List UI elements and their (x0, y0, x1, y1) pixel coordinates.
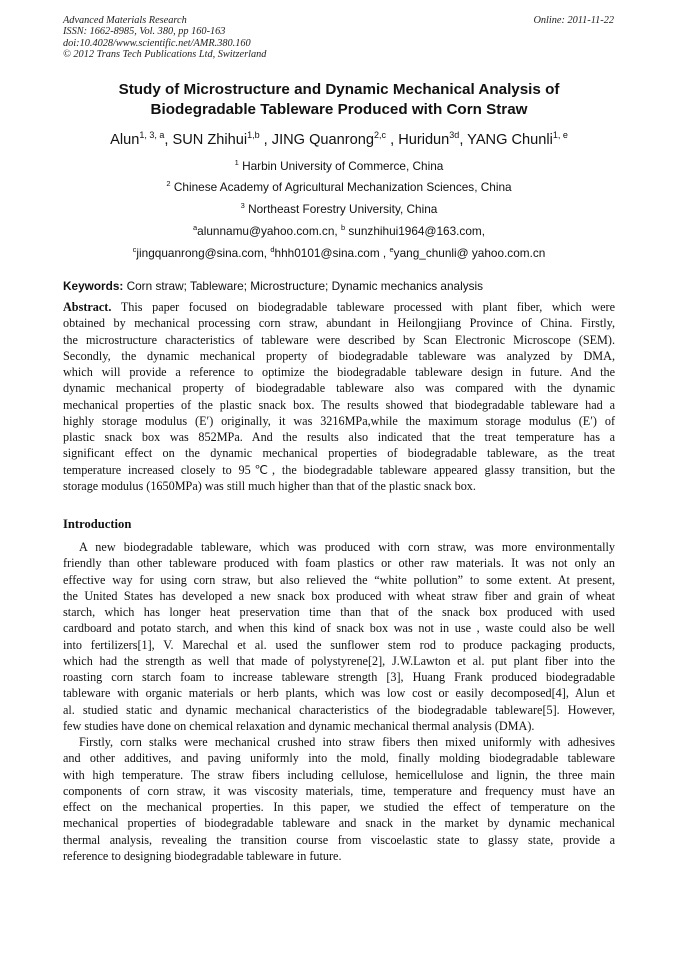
introduction-body (63, 539, 615, 864)
journal-meta (63, 15, 266, 60)
abstract-line: Secondly, the dynamic mechanical property of biodegradable tableware was analyzed by DMA, (63, 348, 615, 363)
email-b: sunzhihui1964@163.com, (348, 224, 485, 238)
intro-line: effective way for using corn straw, but also relieved the “white pollution” to some extent. At present, (63, 572, 615, 587)
paper-title (63, 80, 615, 119)
copyright: © 2012 Trans Tech Publications Ltd, Switzerland (63, 48, 267, 60)
affiliation-text: Chinese Academy of Agricultural Mechanization Sciences, China (173, 180, 512, 194)
affiliation-sup: 3 (240, 201, 245, 210)
intro-line: roasting corn starch foam to increase tableware strength [3], Huang Frank produced biodegradable (63, 670, 615, 684)
intro-line: friendly than other tableware produced with foam plastics or other raw materials. It was not only an (63, 556, 615, 571)
intro-line: which had the strength as well that made of polystyrene[2], J.W.Lawton et al. put plant fiber into the (63, 653, 615, 668)
abstract-line: obtained by mechanical processing corn straw, abundant in Heilongjiang Province of China. Firstly, (63, 316, 615, 331)
author-name: SUN Zhihui (172, 132, 248, 148)
affiliation-sup: 2 (166, 179, 171, 188)
author-sup: 1,b (247, 130, 260, 140)
abstract-line: Abstract. This paper focused on biodegradable tableware processed with plant fiber, which were (63, 300, 615, 314)
affiliation-2 (63, 180, 615, 194)
abstract-line: mechanical properties of the plastic snack box. The results showed that biodegradable tableware had a (63, 397, 615, 412)
abstract (63, 299, 615, 494)
abstract-line: highly storage modulus (E′) originally, it was 3216MPa,while the maximum storage modulus (E′) of (63, 413, 615, 428)
keywords-text: Corn straw; Tableware; Microstructure; Dynamic mechanics analysis (126, 279, 484, 293)
keywords (63, 279, 483, 293)
abstract-line: storage modulus (1650MPa) was still much higher than that of the plastic snack box. (63, 478, 476, 493)
affiliation-sup: 1 (234, 158, 239, 167)
email-sup: a (192, 223, 198, 232)
author-sup: 3d (449, 130, 460, 140)
online-date: Online: 2011-11-22 (533, 15, 614, 26)
intro-line: and other additives, and paving uniformly into the mold, finally molding biodegradable tableware (63, 751, 615, 766)
intro-line: A new biodegradable tableware, which was produced with corn straw, was more environmentally (79, 540, 615, 554)
email-line-1 (63, 224, 615, 238)
intro-line: reference to designing biodegradable tableware in future. (63, 848, 342, 863)
email-a: alunnamu@yahoo.com.cn, (197, 224, 338, 238)
intro-line: cardboard and potato starch, and when this kind of snack box was not in use , waste could also be well (63, 621, 615, 636)
email-sup: b (340, 223, 346, 232)
introduction-heading: Introduction (63, 517, 132, 531)
keywords-label: Keywords: (63, 279, 124, 293)
intro-line: mechanical properties of biodegradable tableware and snack in the market by dynamic mechanical (63, 816, 615, 831)
intro-line: with high temperature. The straw fibers including cellulose, hemicellulose and lignin, the three main (63, 767, 615, 782)
abstract-line: temperature increased closely to 95℃, the biodegradable tableware appeared glassy transition, but the (63, 462, 615, 477)
author-list: Alun$^{1, 3, a}$, SUN Zhihui$^{1,b}$ , JING Quanrong$^{2,c}$ , Huridun$^{3d}$, YANG Chunli$^{1, e}$ (110, 130, 568, 148)
author-name: Huridun (398, 132, 450, 148)
email-d: hhh0101@sina.com , (274, 246, 387, 260)
journal-name: Advanced Materials Research (63, 15, 187, 26)
issn: ISSN: 1662-8985, Vol. 380, pp 160-163 (63, 26, 226, 38)
abstract-line: dynamic mechanical property of biodegradable tableware also was compared with the dynamic (63, 381, 615, 396)
author-name: YANG Chunli (467, 132, 553, 148)
intro-line: tableware with organic materials or herb plants, which was low cost or easily decomposed[4], Alun et (63, 686, 615, 701)
intro-line: thermal analysis, revealing the transition course from viscoelastic state to glassy state, provide a (63, 832, 615, 847)
email-e: yang_chunli@ yahoo.com.cn (393, 246, 546, 260)
intro-line: al. studied static and dynamic mechanical characteristics of the biodegradable tableware[5]. However, (63, 702, 615, 717)
abstract-line: significant effect on the dynamic mechanical properties of biodegradable tableware, as the treat (63, 446, 615, 461)
abstract-label: Abstract. (63, 300, 112, 314)
abstract-line: which will provide a reference to optimize the biodegradable tableware design in future. And the (63, 365, 615, 379)
intro-line: components of corn straw, it was viscosity materials, time, temperature and frequency must have an (63, 783, 615, 798)
intro-line: starch, which has longer heat preservation time than that of the snack box produced with used (63, 605, 615, 619)
author-name: Alun (110, 132, 140, 148)
intro-line: the United States has developed a new snack box produced with wheat straw fiber and grain of wheat (63, 588, 615, 603)
email-sup: d (270, 245, 275, 254)
author-name: JING Quanrong (271, 132, 374, 148)
title-line-1: Study of Microstructure and Dynamic Mechanical Analysis of (118, 81, 560, 98)
affiliation-text: Harbin University of Commerce, China (242, 159, 444, 173)
intro-line: into fertilizers[1], V. Marechal et al. used the sunflower stem rod to produce packaging products, (63, 637, 615, 652)
email-sup: e (389, 245, 394, 254)
author-sup: 1, e (552, 130, 568, 140)
intro-line: effect on the mechanical properties. In this paper, we studied the effect of temperature on the (63, 800, 615, 814)
abstract-line: the microstructure characteristics of tableware were described by Scan Electronic Microscope (SEM). (63, 332, 615, 347)
abstract-line: plastic snack box was 852MPa. And the results also indicated that the treat temperature has a (63, 430, 615, 444)
intro-line: few studies have done on chemical relaxation and dynamic mechanical thermal analysis (DMA). (63, 718, 535, 733)
email-line-2 (63, 246, 615, 260)
title-line-2: Biodegradable Tableware Produced with Corn Straw (150, 100, 528, 118)
intro-line: Firstly, corn stalks were mechanical crushed into straw fibers then mixed uniformly with adhesives (79, 735, 615, 749)
affiliation-1 (63, 159, 615, 173)
email-sup: c (132, 245, 137, 254)
author-sup: 2,c (374, 130, 387, 140)
email-c: jingquanrong@sina.com, (136, 246, 268, 260)
affiliation-3 (63, 202, 615, 216)
affiliation-text: Northeast Forestry University, China (248, 202, 438, 216)
author-sup: 1, 3, a (139, 130, 165, 140)
doi: doi:10.4028/www.scientific.net/AMR.380.160 (63, 37, 251, 49)
